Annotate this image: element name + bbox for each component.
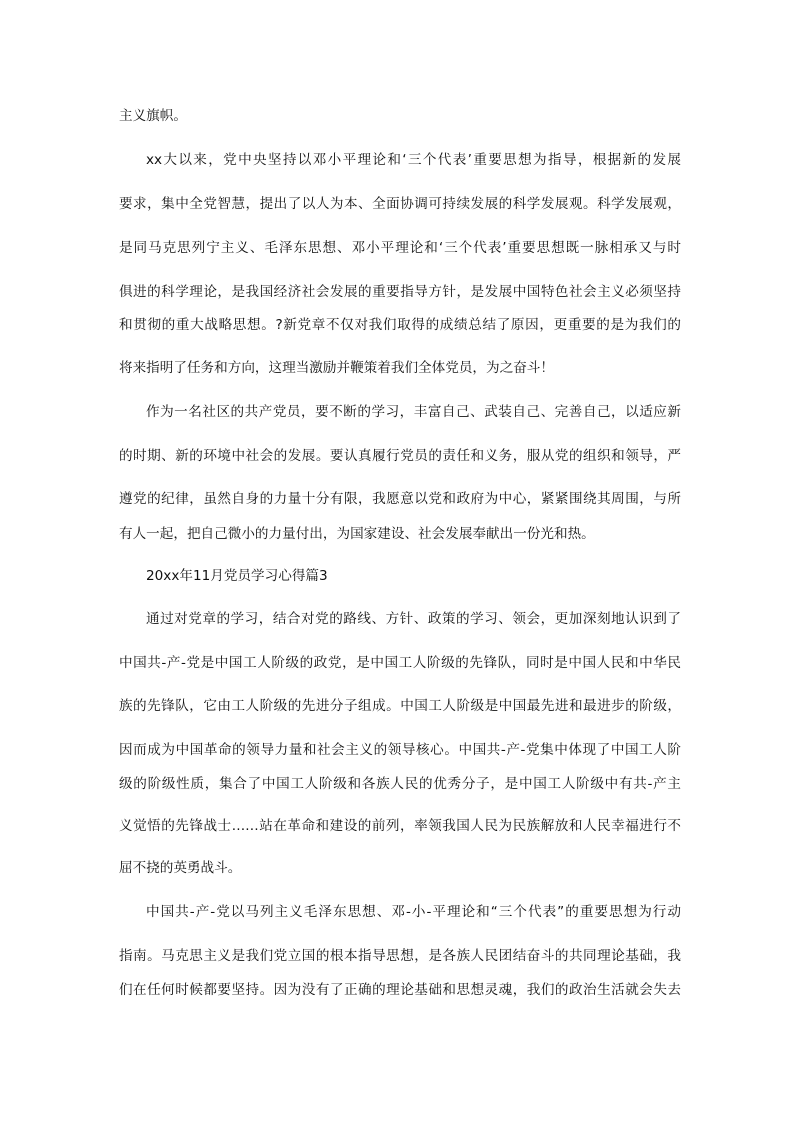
text-line: 和贯彻的重大战略思想。?新党章不仅对我们取得的成绩总结了原因，更重要的是为我们的 [119,317,681,333]
text-line: 中国共-产-党是中国工人阶级的政党，是中国工人阶级的先锋队，同时是中国人民和中华民 [119,655,681,671]
text-line: 族的先锋队，它由工人阶级的先进分子组成。中国工人阶级是中国最先进和最进步的阶级， [119,698,681,714]
text-line: 中国共-产-党以马列主义毛泽东思想、邓-小-平理论和“三个代表”的重要思想为行动 [146,904,681,920]
text-line: 屈不挠的英勇战斗。 [119,860,242,876]
text-line: 因而成为中国革命的领导力量和社会主义的领导核心。中国共-产-党集中体现了中国工人阶 [119,742,681,758]
text-line: 遵党的纪律，虽然自身的力量十分有限，我愿意以党和政府为中心，紧紧围绕其周围，与所 [119,491,681,507]
text-line: 义觉悟的先锋战士……站在革命和建设的前列，率领我国人民为民族解放和人民幸福进行不 [119,818,681,834]
text-line: 要求，集中全党智慧，提出了以人为本、全面协调可持续发展的科学发展观。科学发展观， [119,196,681,212]
text-line: 通过对党章的学习，结合对党的路线、方针、政策的学习、领会，更加深刻地认识到了 [146,611,681,627]
text-line: 指南。马克思主义是我们党立国的根本指导思想，是各族人民团结奋斗的共同理论基础，我 [119,948,681,964]
text-line: 们在任何时候都要坚持。因为没有了正确的理论基础和思想灵魂，我们的政治生活就会失去 [119,982,681,998]
text-line: 的时期、新的环境中社会的发展。要认真履行党员的责任和义务，服从党的组织和领导，严 [119,448,681,464]
section-heading: 20xx年11月党员学习心得篇3 [146,568,328,584]
text-line: 作为一名社区的共产党员，要不断的学习，丰富自己、武装自己、完善自己，以适应新 [146,404,681,420]
text-line: 有人一起，把自己微小的力量付出，为国家建设、社会发展奉献出一份光和热。 [119,526,595,542]
text-line: 将来指明了任务和方向，这理当激励并鞭策着我们全体党员，为之奋斗！ [119,360,554,376]
text-line: 是同马克思列宁主义、毛泽东思想、邓小平理论和‘三个代表’重要思想既一脉相承又与时 [119,240,681,256]
text-line: 主义旗帜。 [119,108,187,124]
text-line: xx大以来，党中央坚持以邓小平理论和‘三个代表’重要思想为指导，根据新的发展 [146,152,681,168]
text-line: 级的阶级性质，集合了中国工人阶级和各族人民的优秀分子，是中国工人阶级中有共-产主 [119,776,681,792]
text-line: 俱进的科学理论，是我国经济社会发展的重要指导方针，是发展中国特色社会主义必须坚持 [119,284,681,300]
